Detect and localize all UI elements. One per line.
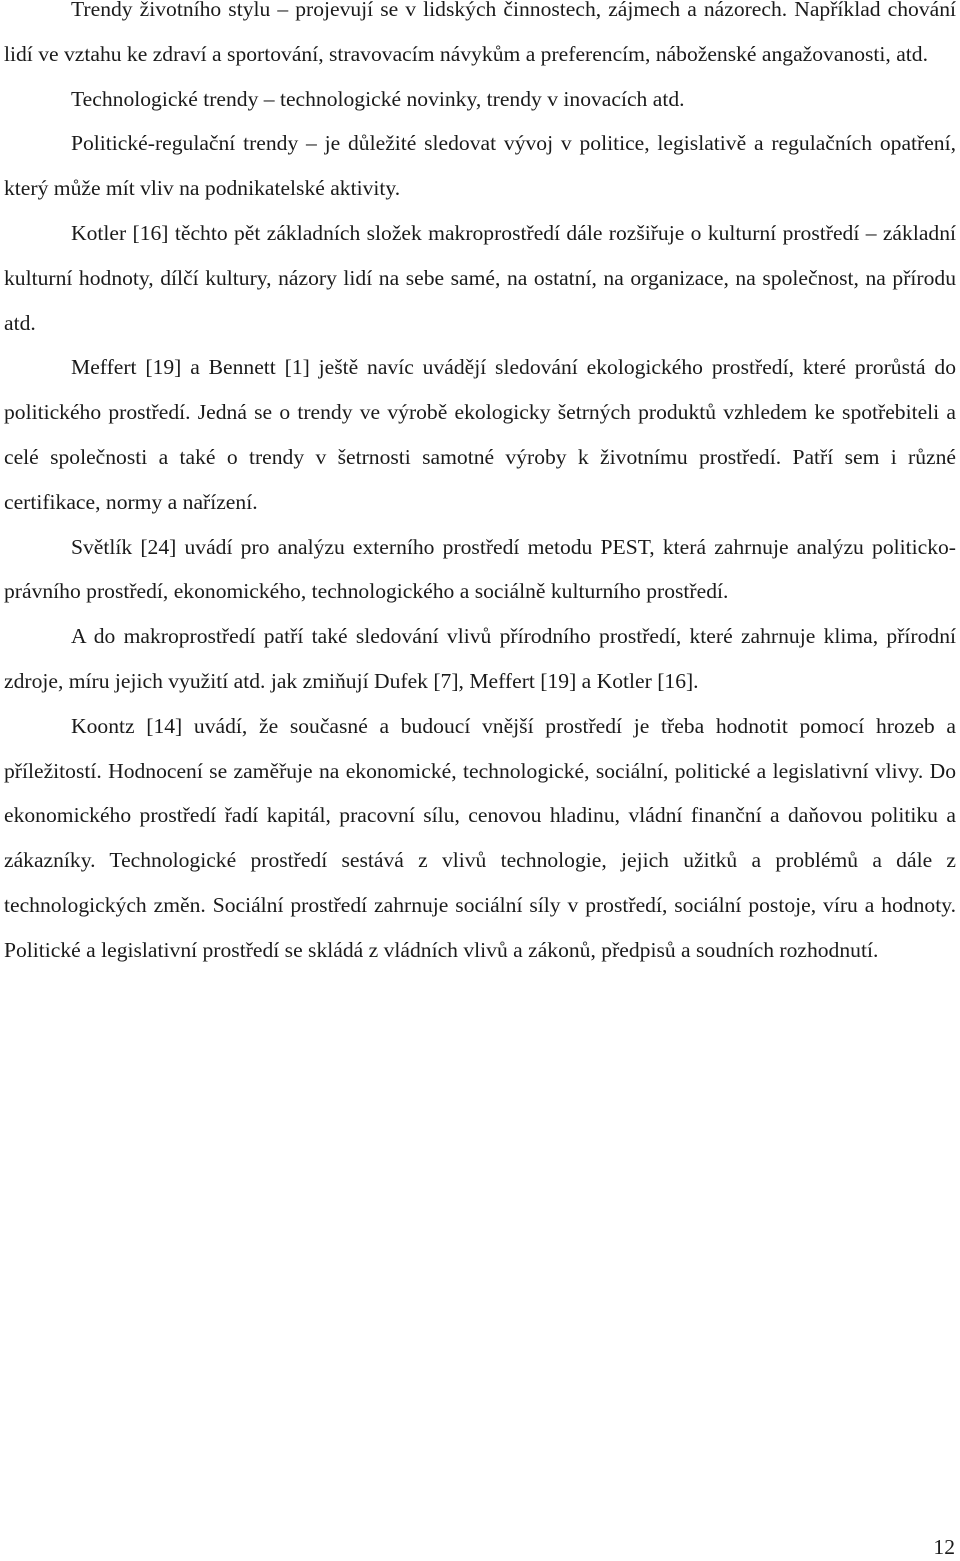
paragraph-svetlik-pest: Světlík [24] uvádí pro analýzu externího prostředí metodu PEST, která zahrnuje analýzu politicko-právního prostředí, ekonomického, technologického a sociálně kulturního prostředí. (4, 534, 956, 604)
paragraph-lifestyle-trends: Trendy životního stylu – projevují se v lidských činnostech, zájmech a názorech. Například chování lidí ve vztahu ke zdraví a sportování, stravovacím návykům a preferencím, náboženské angažovanosti, atd. (4, 0, 956, 66)
paragraph-technology-trends: Technologické trendy – technologické novinky, trendy v inovacích atd. (71, 86, 685, 111)
page-number: 12 (933, 1535, 955, 1559)
paragraph-natural-environment: A do makroprostředí patří také sledování vlivů přírodního prostředí, které zahrnuje klima, přírodní zdroje, míru jejich využití atd. jak zmiňují Dufek [7], Meffert [19] a Kotler [16]. (4, 624, 956, 693)
document-page (4, 0, 956, 973)
paragraph-political-trends: Politické-regulační trendy – je důležité sledovat vývoj v politice, legislativě a regulačních opatření, který může mít vliv na podnikatelské aktivity. (4, 131, 956, 201)
paragraph-kotler-cultural: Kotler [16] těchto pět základních složek makroprostředí dále rozšiřuje o kulturní prostředí – základní kulturní hodnoty, dílčí kultury, názory lidí na sebe samé, na ostatní, na organizace, na společnost, na přírodu atd. (4, 220, 956, 335)
paragraph-meffert-bennett: Meffert [19] a Bennett [1] ještě navíc uvádějí sledování ekologického prostředí, které prorůstá do politického prostředí. Jedná se o trendy ve výrobě ekologicky šetrných produktů vzhledem ke spotřebiteli a celé společnosti a také o trendy v šetrnosti samotné výroby k životnímu prostředí. Patří sem i různé certifikace, normy a nařízení. (4, 355, 956, 514)
paragraph-koontz: Koontz [14] uvádí, že současné a budoucí vnější prostředí je třeba hodnotit pomocí hrozeb a příležitostí. Hodnocení se zaměřuje na ekonomické, technologické, sociální, politické a legislativní vlivy. Do ekonomického prostředí řadí kapitál, pracovní sílu, cenovou hladinu, vládní finanční a daňovou politiku a zákazníky. Technologické prostředí sestává z vlivů technologie, jejich užitků a problémů a dále z technologických změn. Sociální prostředí zahrnuje sociální síly v prostředí, sociální postoje, víru a hodnoty. Politické a legislativní prostředí se skládá z vládních vlivů a zákonů, předpisů a soudních rozhodnutí. (4, 713, 956, 962)
